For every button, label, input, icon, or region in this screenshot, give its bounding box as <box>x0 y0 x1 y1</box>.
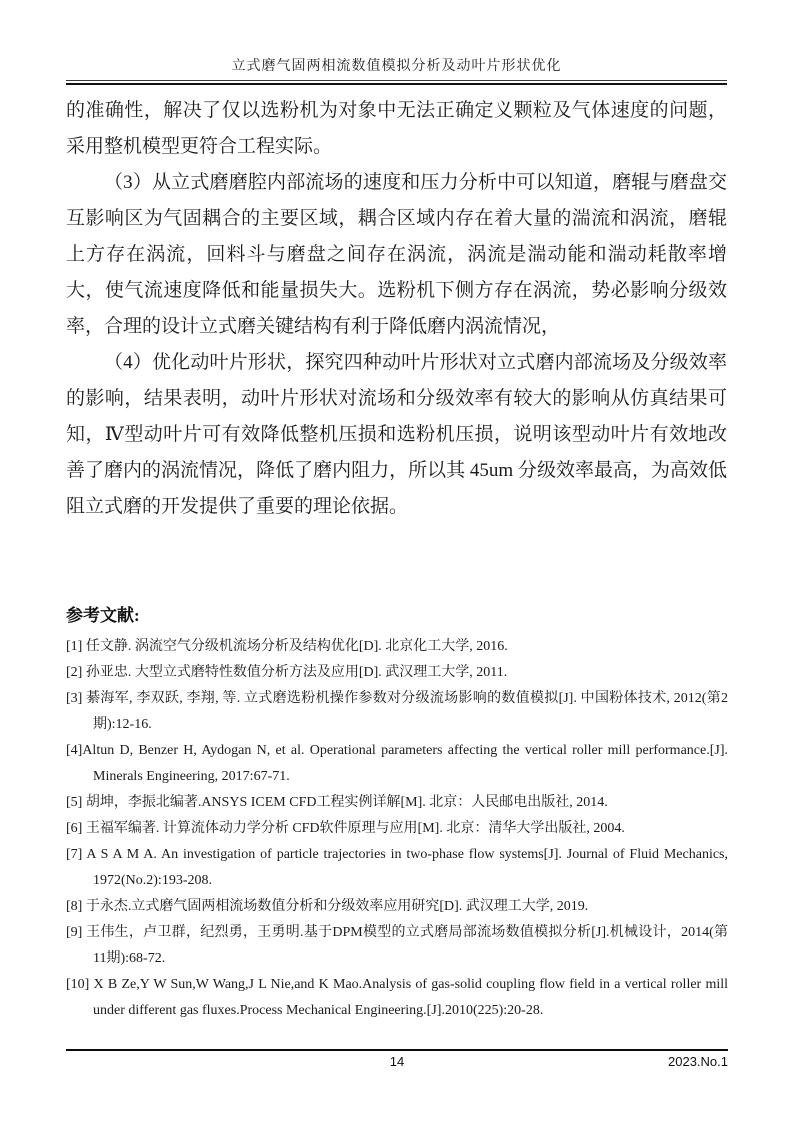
paragraph-continuation: 的准确性，解决了仅以选粉机为对象中无法正确定义颗粒及气体速度的问题，采用整机模型更符合工程实际。 <box>66 100 727 157</box>
reference-item: [4]Altun D, Benzer H, Aydogan N, et al. Operational parameters affecting the vertical roller mill performance.[J]. Minerals Engineering, 2017:67-71. <box>66 743 728 784</box>
header-divider <box>66 80 727 85</box>
footer-row <box>66 1054 728 1072</box>
running-title: 立式磨气固两相流数值模拟分析及动叶片形状优化 <box>231 59 562 74</box>
reference-item: [9] 王伟生，卢卫群，纪烈勇，王勇明.基于DPM模型的立式磨局部流场数值模拟分析[J].机械设计，2014(第11期):68-72. <box>66 925 728 966</box>
page-footer <box>66 1049 728 1072</box>
paragraph-conclusion-3: （3）从立式磨磨腔内部流场的速度和压力分析中可以知道，磨辊与磨盘交互影响区为气固耦合的主要区域，耦合区域内存在着大量的湍流和涡流，磨辊上方存在涡流，回料斗与磨盘之间存在涡流，涡流是湍动能和湍动耗散率增大，使气流速度降低和能量损失大。选粉机下侧方存在涡流，势必影响分级效率，合理的设计立式磨关键结构有利于降低磨内涡流情况， <box>66 172 727 337</box>
reference-item: [10] X B Ze,Y W Sun,W Wang,J L Nie,and K Mao.Analysis of gas-solid coupling flow field in a vertical roller mill under different gas fluxes.Process Mechanical Engineering.[J].2010(225):20-28. <box>66 977 728 1018</box>
body-text <box>66 93 727 525</box>
issue-label: 2023.No.1 <box>668 1054 728 1069</box>
reference-item: [3] 綦海军, 李双跃, 李翔, 等. 立式磨选粉机操作参数对分级流场影响的数值模拟[J]. 中国粉体技术, 2012(第2期):12-16. <box>66 691 728 732</box>
reference-item: [1] 任文静. 涡流空气分级机流场分析及结构优化[D]. 北京化工大学, 2016. <box>66 639 508 654</box>
reference-item: [2] 孙亚忠. 大型立式磨特性数值分析方法及应用[D]. 武汉理工大学, 2011. <box>66 665 508 680</box>
references-heading: 参考文献: <box>66 606 140 625</box>
page-number: 14 <box>389 1054 405 1069</box>
page-header <box>66 55 727 85</box>
reference-item: [8] 于永杰.立式磨气固两相流场数值分析和分级效率应用研究[D]. 武汉理工大学, 2019. <box>66 899 589 914</box>
paragraph-conclusion-4: （4）优化动叶片形状，探究四种动叶片形状对立式磨内部流场及分级效率的影响，结果表明，动叶片形状对流场和分级效率有较大的影响从仿真结果可知，Ⅳ型动叶片可有效降低整机压损和选粉机压损，说明该型动叶片有效地改善了磨内的涡流情况，降低了磨内阻力，所以其 45um 分级效率最高，为高效低阻立式磨的开发提供了重要的理论依据。 <box>66 352 727 517</box>
reference-item: [6] 王福军编著. 计算流体动力学分析 CFD软件原理与应用[M]. 北京：清华大学出版社, 2004. <box>66 821 625 836</box>
reference-item: [5] 胡坤，李振北编著.ANSYS ICEM CFD工程实例详解[M]. 北京：人民邮电出版社, 2014. <box>66 795 608 810</box>
references-section <box>66 601 728 1024</box>
reference-item: [7] A S A M A. An investigation of particle trajectories in two-phase flow systems[J]. Journal of Fluid Mechanics, 1972(No.2):193-208. <box>66 847 728 888</box>
